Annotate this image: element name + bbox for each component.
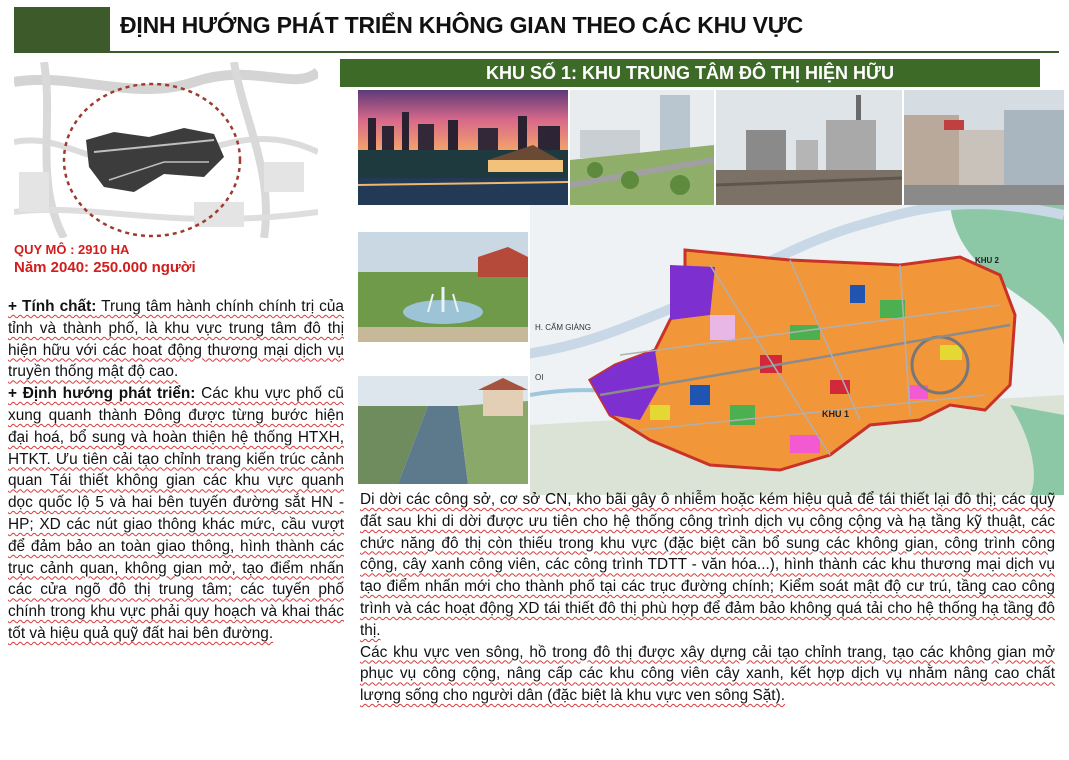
nature-label: + Tính chất: xyxy=(8,298,97,315)
industrial-site-photo xyxy=(716,90,902,205)
riverbank-walkway-photo xyxy=(358,376,528,484)
nature-paragraph xyxy=(8,296,344,383)
orientation-paragraph xyxy=(8,383,344,645)
zone-2-label: KHU 2 xyxy=(975,256,1000,265)
subtitle-band xyxy=(340,59,1040,87)
population-target-label: Năm 2040: 250.000 người xyxy=(14,259,196,276)
nature-text: Trung tâm hành chính chính trị của tỉnh và thành phố, là khu vực trung tâm đô thị hiện hữu với các hoat động thương mại dịch vụ truyền thống mật độ cao. xyxy=(8,298,344,381)
edge-label: OI xyxy=(535,373,544,382)
orientation-text: Các khu vực phố cũ xung quanh thành Đông được từng bước hiện đại hoá, bổ sung và hoàn thiện hệ thống HTXH, HTKT. Ưu tiên cải tạo chỉnh trang kiến trúc cảnh quan Tái thiết không gian các khu vực quanh dọc quốc lộ 5 và hai bên tuyến đường sắt HN - HP; XD các nút giao thông khác mức, cầu vượt để đảm bảo an toàn giao thông, hình thành các trục cảnh quan, không gian mở, tạo điểm nhấn các cửa ngõ đô thị trung tâm; các tuyến phố chính trong khu vực phải quy hoạch và khai thác tốt và hiệu quả quỹ đất hai bên đường. xyxy=(8,385,344,642)
scale-label: QUY MÔ : 2910 HA xyxy=(14,242,130,257)
title-underline xyxy=(14,51,1059,53)
riverside-night-photo xyxy=(358,90,568,205)
page-title: ĐỊNH HƯỚNG PHÁT TRIỂN KHÔNG GIAN THEO CÁC KHU VỰC xyxy=(120,12,804,38)
urban-aerial-photo xyxy=(570,90,714,205)
title-accent-bar xyxy=(14,7,110,51)
relocation-paragraph: Di dời các công sở, cơ sở CN, kho bãi gây ô nhiễm hoặc kém hiệu quả để tái thiết lại đô thị; các quỹ đất sau khi di dời được ưu tiên cho hệ thống công trình dịch vụ công cộng và hạ tầng kỹ thuật, các chức năng đô thị còn thiếu trong khu vực (đặc biệt cần bổ sung các không gian, công trình công cộng, cây xanh công viên, các công trình TDTT - văn hóa...), hình thành các khu thương mại dịch vụ tạo điểm nhấn mới cho thành phố tại các trục đường chính; Kiểm soát mật độ cư trú, tầng cao công trình và các hoạt động XD tái thiết đô thị phù hợp để đảm bảo không quá tải cho hệ thống hạ tầng đô thị. xyxy=(360,491,1055,639)
riverside-paragraph: Các khu vực ven sông, hồ trong đô thị được xây dựng cải tạo chỉnh trang, tạo các không gian mở phục vụ công cộng, nâng cấp các khu công viên cây xanh, kết hợp dịch vụ nhằm nâng cao chất lượng sống cho người dân (đặc biệt là khu vực ven sông Sặt). xyxy=(360,643,1055,705)
overview-location-map xyxy=(14,62,318,238)
section-subtitle: KHU SỐ 1: KHU TRUNG TÂM ĐÔ THỊ HIỆN HỮU xyxy=(486,63,894,83)
orientation-label: + Định hướng phát triển: xyxy=(8,385,196,403)
park-fountain-photo xyxy=(358,232,528,342)
left-text-column xyxy=(8,296,344,645)
zone-planning-map xyxy=(530,205,1064,495)
city-street-photo xyxy=(904,90,1064,205)
bottom-text-column xyxy=(360,489,1055,707)
zone-1-label: KHU 1 xyxy=(822,409,850,419)
district-label: H. CẨM GIÀNG xyxy=(535,323,592,332)
